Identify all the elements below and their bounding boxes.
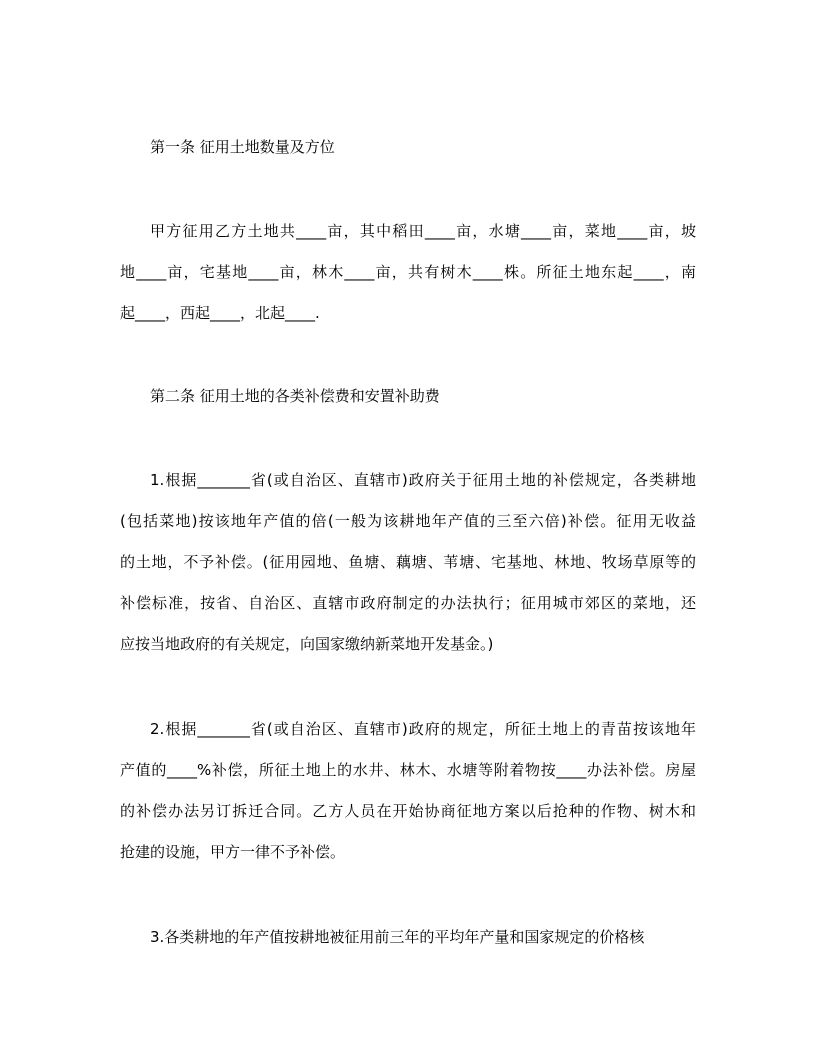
paragraph-line: 的土地，不予补偿。(征用园地、鱼塘、藕塘、苇塘、宅基地、林地、牧场草原等的	[120, 553, 696, 571]
paragraph-line: 的补偿办法另订拆迁合同。乙方人员在开始协商征地方案以后抢种的作物、树木和	[120, 802, 696, 820]
paragraph-line: 地____亩，宅基地____亩，林木____亩，共有树木____株。所征土地东起____，南	[120, 263, 696, 281]
paragraph-line: 产值的____%补偿，所征土地上的水井、林木、水塘等附着物按____办法补偿。房屋	[120, 761, 696, 779]
article-2-item-2-paragraph	[120, 709, 696, 873]
article-1-paragraph	[120, 211, 696, 334]
paragraph-line: 起____，西起____，北起____.	[120, 304, 320, 322]
paragraph-line: 甲方征用乙方土地共____亩，其中稻田____亩，水塘____亩，菜地____亩，坡	[150, 222, 696, 240]
article-1-heading: 第一条 征用土地数量及方位	[150, 138, 335, 156]
paragraph-line: 补偿标准，按省、自治区、直辖市政府制定的办法执行；征用城市郊区的菜地，还	[120, 594, 696, 612]
paragraph-line: 抢建的设施，甲方一律不予补偿。	[120, 843, 346, 861]
paragraph-line: 2.根据_______省(或自治区、直辖市)政府的规定，所征土地上的青苗按该地年	[150, 720, 696, 738]
paragraph-line: 3.各类耕地的年产值按耕地被征用前三年的平均年产量和国家规定的价格核	[150, 928, 645, 946]
paragraph-line: (包括菜地)按该地年产值的倍(一般为该耕地年产值的三至六倍)补偿。征用无收益	[120, 512, 696, 530]
article-2-item-1-paragraph	[120, 460, 696, 665]
paragraph-line: 1.根据_______省(或自治区、直辖市)政府关于征用土地的补偿规定，各类耕地	[150, 471, 696, 489]
article-2-item-3-paragraph	[120, 917, 696, 958]
paragraph-line: 应按当地政府的有关规定，向国家缴纳新菜地开发基金。)	[120, 635, 494, 653]
article-2-heading: 第二条 征用土地的各类补偿费和安置补助费	[150, 387, 440, 405]
